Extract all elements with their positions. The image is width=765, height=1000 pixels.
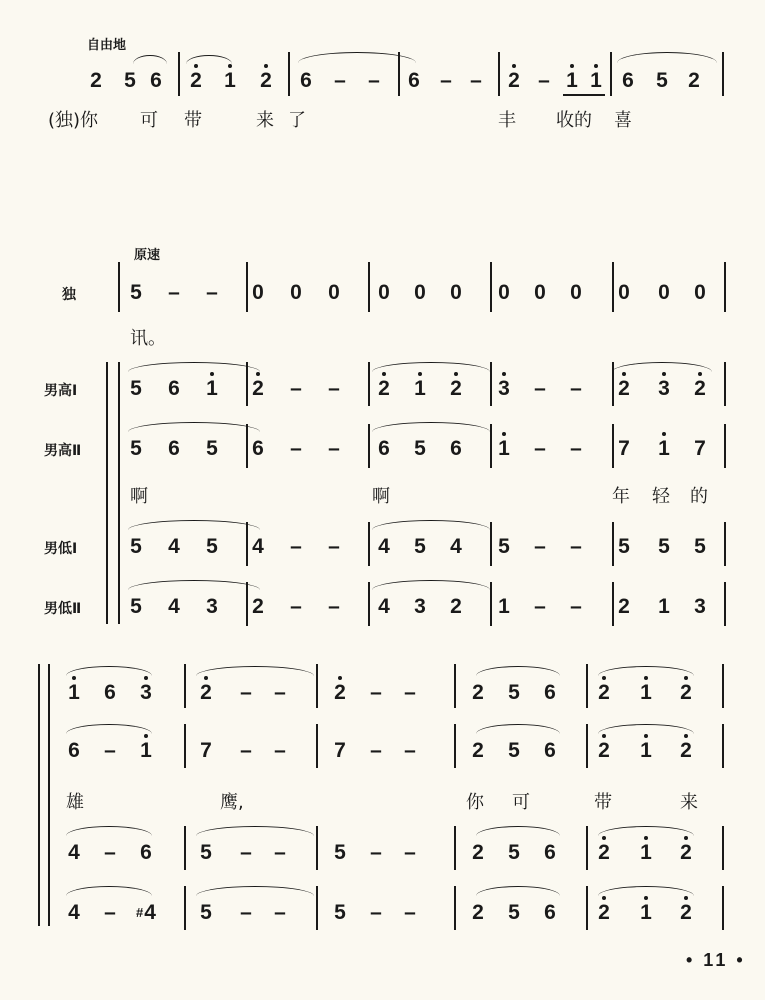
note: 5 — [200, 901, 212, 924]
bar-line — [184, 886, 186, 930]
part-label-solo: 独 — [62, 287, 76, 303]
lyric: 了 — [288, 110, 306, 131]
slur — [128, 520, 260, 530]
slur — [186, 55, 232, 64]
part-label-tenor-1: 男高Ⅰ — [44, 383, 78, 399]
slur — [598, 886, 694, 896]
note: 4 — [68, 901, 80, 924]
bar-line — [490, 362, 492, 406]
bar-line — [184, 826, 186, 870]
bar-line — [368, 522, 370, 566]
note: 1 — [64, 682, 84, 704]
note: 5 — [130, 281, 142, 304]
note: 2 — [196, 682, 216, 704]
note: – — [328, 377, 340, 400]
note: 2 — [594, 902, 614, 924]
bar-line — [184, 664, 186, 708]
note: 2 — [690, 378, 710, 400]
note: – — [538, 69, 550, 92]
note: 4 — [378, 595, 390, 618]
slur — [372, 422, 490, 432]
note: 6 — [168, 437, 180, 460]
bar-line — [722, 826, 724, 870]
bar-line — [612, 424, 614, 468]
note: – — [274, 681, 286, 704]
bar-line — [316, 826, 318, 870]
note: – — [404, 901, 416, 924]
slur — [617, 52, 717, 63]
note: 0 — [328, 281, 340, 304]
bar-line — [490, 582, 492, 626]
lyric: 雄 — [66, 792, 84, 813]
bar-line — [490, 522, 492, 566]
note: 0 — [450, 281, 462, 304]
lyric: 年 — [612, 486, 630, 507]
slur — [196, 666, 314, 676]
note: 6 — [300, 69, 312, 92]
bar-line — [586, 664, 588, 708]
note: 2 — [330, 682, 350, 704]
note: 1 — [658, 595, 670, 618]
note: 0 — [694, 281, 706, 304]
bar-line — [724, 522, 726, 566]
part-label-bass-2: 男低Ⅱ — [44, 601, 82, 617]
note: 6 — [544, 841, 556, 864]
bar-line — [454, 886, 456, 930]
note: – — [370, 681, 382, 704]
note: 0 — [618, 281, 630, 304]
bar-line — [316, 664, 318, 708]
note: 5 — [414, 535, 426, 558]
note: 5 — [508, 841, 520, 864]
note: – — [274, 901, 286, 924]
bar-line — [722, 724, 724, 768]
lyric: 带 — [594, 792, 612, 813]
note: 2 — [252, 595, 264, 618]
note: – — [570, 377, 582, 400]
note: 2 — [594, 682, 614, 704]
note: 6 — [104, 681, 116, 704]
note: – — [274, 841, 286, 864]
note: – — [534, 437, 546, 460]
bar-line — [724, 262, 726, 312]
note: 2 — [374, 378, 394, 400]
note: 2 — [186, 70, 206, 92]
note: – — [404, 681, 416, 704]
note: 1 — [202, 378, 222, 400]
bar-line — [498, 52, 500, 96]
note: – — [328, 595, 340, 618]
lyric: 来 — [680, 792, 698, 813]
note: 1 — [636, 682, 656, 704]
lyric: 收的 — [556, 110, 592, 131]
slur — [128, 362, 260, 372]
note: 1 — [220, 70, 240, 92]
note: 2 — [90, 69, 102, 92]
note: 7 — [200, 739, 212, 762]
note: 2 — [472, 901, 484, 924]
lyric: 带 — [184, 110, 202, 131]
note: 1 — [498, 595, 510, 618]
note: 4 — [68, 841, 80, 864]
slur — [476, 826, 560, 836]
note: – — [290, 535, 302, 558]
note: – — [104, 901, 116, 924]
note: 7 — [694, 437, 706, 460]
note: – — [470, 69, 482, 92]
slur — [476, 666, 560, 676]
note: 7 — [618, 437, 630, 460]
note: – — [370, 739, 382, 762]
note: – — [334, 69, 346, 92]
slur — [598, 666, 694, 676]
note: 5 — [414, 437, 426, 460]
note: 0 — [498, 281, 510, 304]
note: – — [404, 739, 416, 762]
note: – — [328, 437, 340, 460]
choir-bracket — [106, 362, 108, 624]
note: 5 — [130, 535, 142, 558]
bar-line — [586, 886, 588, 930]
note: 0 — [570, 281, 582, 304]
note: 4 — [450, 535, 462, 558]
lyric: 啊 — [372, 486, 390, 507]
slur — [372, 580, 490, 590]
underline-beam — [563, 94, 605, 96]
bar-line — [288, 52, 290, 96]
note: 3 — [136, 682, 156, 704]
slur — [612, 362, 712, 372]
note: 6 — [68, 739, 80, 762]
note: – — [240, 681, 252, 704]
note: 0 — [252, 281, 264, 304]
note: – — [274, 739, 286, 762]
slur — [598, 826, 694, 836]
note: 5 — [658, 535, 670, 558]
tempo-marking-original: 原速 — [134, 248, 161, 263]
note: – — [328, 535, 340, 558]
note: 1 — [636, 902, 656, 924]
slur — [476, 724, 560, 734]
bar-line — [490, 262, 492, 312]
note: 5 — [618, 535, 630, 558]
note: 5 — [206, 437, 218, 460]
note: 2 — [676, 842, 696, 864]
slur — [66, 886, 152, 896]
note: 2 — [472, 739, 484, 762]
slur — [133, 55, 167, 64]
system-start-line — [118, 262, 120, 312]
note: 1 — [562, 70, 582, 92]
bar-line — [454, 826, 456, 870]
note: – — [570, 437, 582, 460]
note: 6 — [544, 901, 556, 924]
note: 5 — [130, 595, 142, 618]
note: – — [534, 377, 546, 400]
note: 1 — [636, 740, 656, 762]
bar-line — [724, 582, 726, 626]
slur — [476, 886, 560, 896]
note: 2 — [504, 70, 524, 92]
note: 5 — [130, 437, 142, 460]
slur — [66, 724, 152, 734]
note: 5 — [334, 901, 346, 924]
note: 5 — [508, 901, 520, 924]
note: – — [290, 595, 302, 618]
slur — [128, 580, 260, 590]
lyric: 啊 — [130, 486, 148, 507]
note: – — [206, 281, 218, 304]
note: 1 — [636, 842, 656, 864]
note: 1 — [410, 378, 430, 400]
note: 6 — [378, 437, 390, 460]
bar-line — [368, 582, 370, 626]
bar-line — [316, 724, 318, 768]
note: 2 — [256, 70, 276, 92]
note: 0 — [290, 281, 302, 304]
bar-line — [316, 886, 318, 930]
bar-line — [612, 262, 614, 312]
note: 5 — [130, 377, 142, 400]
lyric: 喜 — [614, 110, 632, 131]
bar-line — [368, 424, 370, 468]
note: – — [104, 841, 116, 864]
note: 2 — [594, 842, 614, 864]
note: 5 — [508, 681, 520, 704]
note: 7 — [334, 739, 346, 762]
note: 6 — [408, 69, 420, 92]
note: 5 — [656, 69, 668, 92]
bar-line — [454, 664, 456, 708]
bar-line — [586, 724, 588, 768]
bar-line — [612, 582, 614, 626]
bar-line — [184, 724, 186, 768]
slur — [128, 422, 260, 432]
note: 2 — [614, 378, 634, 400]
note: 6 — [622, 69, 634, 92]
note: 2 — [594, 740, 614, 762]
bar-line — [724, 362, 726, 406]
note: 1 — [654, 438, 674, 460]
note: 2 — [688, 69, 700, 92]
note: 2 — [676, 682, 696, 704]
bar-line — [490, 424, 492, 468]
note: 6 — [252, 437, 264, 460]
note: 2 — [472, 681, 484, 704]
part-label-bass-1: 男低Ⅰ — [44, 541, 78, 557]
note: – — [240, 739, 252, 762]
note: 4 — [378, 535, 390, 558]
note: 4 — [252, 535, 264, 558]
note: – — [370, 841, 382, 864]
slur — [196, 886, 314, 896]
note: 6 — [544, 739, 556, 762]
note: 2 — [676, 740, 696, 762]
note: – — [104, 739, 116, 762]
note: 1 — [136, 740, 156, 762]
note: 5 — [334, 841, 346, 864]
slur — [372, 362, 490, 372]
lyric: 的 — [690, 486, 708, 507]
lyric: 你 — [466, 792, 484, 813]
bar-line — [722, 664, 724, 708]
note: 2 — [450, 595, 462, 618]
bar-line — [454, 724, 456, 768]
note: 1 — [494, 438, 514, 460]
lyric: 鹰, — [220, 792, 244, 813]
note: – — [534, 535, 546, 558]
note: 4 — [168, 595, 180, 618]
lyric: 可 — [140, 110, 158, 131]
bar-line — [610, 52, 612, 96]
lyric: 轻 — [652, 486, 670, 507]
note: 0 — [534, 281, 546, 304]
note: – — [240, 841, 252, 864]
part-label-tenor-2: 男高Ⅱ — [44, 443, 82, 459]
lyric: (独)你 — [48, 110, 99, 131]
bar-line — [722, 52, 724, 96]
note: – — [404, 841, 416, 864]
note: – — [370, 901, 382, 924]
note: 6 — [450, 437, 462, 460]
note: – — [368, 69, 380, 92]
note: – — [534, 595, 546, 618]
bar-line — [368, 362, 370, 406]
slur — [196, 826, 314, 836]
bar-line — [246, 262, 248, 312]
tempo-marking-free: 自由地 — [87, 38, 127, 53]
note: 2 — [446, 378, 466, 400]
note: 6 — [150, 69, 162, 92]
bar-line — [722, 886, 724, 930]
note: 5 — [498, 535, 510, 558]
note: – — [168, 281, 180, 304]
lyric: 讯。 — [130, 328, 166, 349]
note: – — [290, 377, 302, 400]
note: 5 — [694, 535, 706, 558]
note: 3 — [206, 595, 218, 618]
note: 6 — [168, 377, 180, 400]
note: – — [440, 69, 452, 92]
note: 3 — [694, 595, 706, 618]
note: – — [240, 901, 252, 924]
note: 6 — [544, 681, 556, 704]
system-start-line — [118, 362, 120, 624]
note: 2 — [472, 841, 484, 864]
slur — [372, 520, 490, 530]
note: 5 — [508, 739, 520, 762]
choir-bracket — [38, 664, 40, 926]
note: 2 — [676, 902, 696, 924]
bar-line — [178, 52, 180, 96]
page-number: • 11 • — [686, 950, 746, 970]
note: 3 — [494, 378, 514, 400]
note: 5 — [206, 535, 218, 558]
system-start-line — [48, 664, 50, 926]
bar-line — [368, 262, 370, 312]
note: 1 — [586, 70, 606, 92]
slur — [66, 666, 152, 676]
lyric: 来 — [256, 110, 274, 131]
note: 2 — [248, 378, 268, 400]
bar-line — [398, 52, 400, 96]
note: 5 — [124, 69, 136, 92]
bar-line — [612, 522, 614, 566]
lyric: 丰 — [498, 110, 516, 131]
slur — [598, 724, 694, 734]
note: 3 — [414, 595, 426, 618]
note: #4 — [136, 901, 156, 924]
note: 6 — [140, 841, 152, 864]
note: 0 — [414, 281, 426, 304]
note: – — [570, 535, 582, 558]
note: – — [570, 595, 582, 618]
note: 3 — [654, 378, 674, 400]
note: 0 — [378, 281, 390, 304]
note: 5 — [200, 841, 212, 864]
bar-line — [586, 826, 588, 870]
lyric: 可 — [512, 792, 530, 813]
note: – — [290, 437, 302, 460]
note: 2 — [618, 595, 630, 618]
note: 4 — [168, 535, 180, 558]
bar-line — [724, 424, 726, 468]
note: 0 — [658, 281, 670, 304]
slur — [66, 826, 152, 836]
